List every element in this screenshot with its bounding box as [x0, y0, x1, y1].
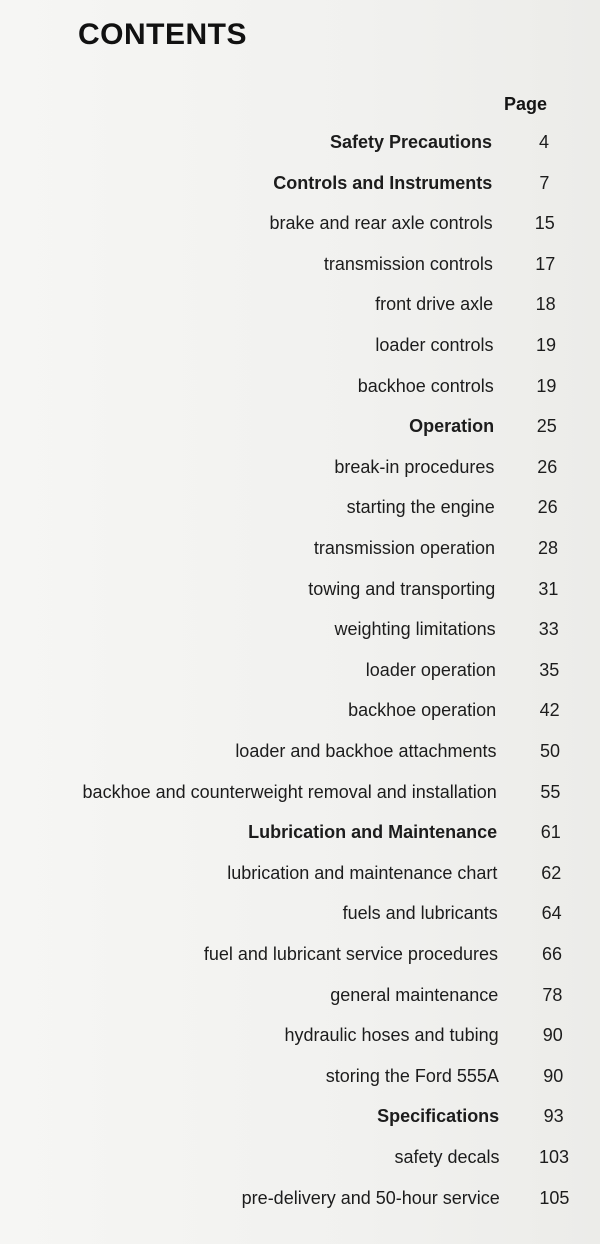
toc-page-number: 19	[535, 335, 557, 355]
toc-page-number: 26	[537, 497, 558, 518]
toc-entry-label: safety decals	[394, 1147, 500, 1167]
toc-page-number: 26	[537, 456, 558, 477]
toc-page-number: 7	[539, 172, 550, 193]
toc-page-number: 25	[536, 416, 557, 437]
toc-entry	[0, 538, 600, 566]
toc-entry	[0, 1147, 600, 1175]
toc-page-number: 90	[543, 1065, 564, 1086]
toc-entry	[0, 335, 600, 363]
page-title: CONTENTS	[78, 18, 247, 51]
toc-page-number: 31	[538, 578, 559, 599]
toc-entry-label: towing and transporting	[308, 578, 496, 599]
page-column-header: Page	[503, 94, 547, 114]
toc-entry	[0, 863, 600, 891]
toc-entry-label: loader and backhoe attachments	[235, 741, 497, 761]
toc-entry-label: loader operation	[365, 659, 496, 680]
toc-entry-label: lubrication and maintenance chart	[227, 862, 498, 883]
toc-entry	[0, 132, 600, 160]
toc-page-number: 90	[542, 1025, 563, 1046]
toc-entry-label: backhoe controls	[357, 375, 494, 396]
toc-entry	[0, 1188, 600, 1216]
toc-entry	[0, 700, 600, 728]
toc-entry-label: general maintenance	[330, 984, 499, 1005]
toc-entry	[0, 497, 600, 525]
toc-page-number: 78	[542, 984, 563, 1005]
toc-entry	[0, 416, 600, 444]
toc-entry-label: brake and rear axle controls	[269, 213, 493, 234]
toc-page-number: 15	[534, 213, 555, 234]
toc-entry	[0, 944, 600, 972]
toc-entry	[0, 579, 600, 607]
toc-entry	[0, 822, 600, 850]
toc-entry-label: backhoe and counterweight removal and installation	[82, 781, 497, 802]
toc-entry-label: front drive axle	[375, 294, 494, 315]
toc-entry	[0, 1066, 600, 1094]
toc-entry-label: transmission controls	[323, 253, 493, 274]
toc-entry	[0, 903, 600, 931]
toc-page-number: 28	[537, 538, 559, 558]
toc-entry	[0, 1106, 600, 1134]
toc-entry-label: break-in procedures	[334, 456, 495, 477]
toc-page-number: 17	[535, 253, 556, 274]
toc-page-number: 35	[539, 659, 560, 680]
toc-entry-label: loader controls	[375, 335, 494, 355]
toc-entry-label: hydraulic hoses and tubing	[284, 1025, 499, 1046]
toc-entry-label: weighting limitations	[334, 619, 496, 640]
toc-entry-label: fuels and lubricants	[342, 903, 498, 924]
toc-page-number: 42	[539, 700, 560, 721]
toc-entry	[0, 619, 600, 647]
toc-entry	[0, 173, 600, 201]
toc-entry	[0, 741, 600, 769]
toc-page-number: 50	[539, 741, 561, 761]
toc-entry	[0, 213, 600, 241]
toc-entry	[0, 294, 600, 322]
toc-entry-label: backhoe operation	[348, 700, 497, 721]
toc-page-number: 103	[538, 1147, 570, 1167]
toc-page-number: 61	[540, 822, 561, 843]
toc-section-title: Lubrication and Maintenance	[248, 822, 498, 843]
toc-entry-label: starting the engine	[346, 497, 495, 518]
toc-page-number: 33	[538, 619, 559, 640]
toc-page-number: 105	[539, 1187, 570, 1208]
toc-page-number: 55	[540, 781, 561, 802]
toc-entry	[0, 782, 600, 810]
toc-entry	[0, 376, 600, 404]
toc-entry-label: pre-delivery and 50-hour service	[241, 1187, 500, 1208]
toc-entry	[0, 457, 600, 485]
toc-page-number: 4	[538, 132, 549, 152]
toc-page-number: 62	[541, 862, 562, 883]
toc-entry	[0, 985, 600, 1013]
toc-entry-label: fuel and lubricant service procedures	[203, 944, 498, 964]
toc-page-number: 66	[541, 944, 563, 964]
toc-page-number: 64	[541, 903, 562, 924]
toc-section-title: Specifications	[377, 1106, 500, 1127]
toc-page-number: 93	[543, 1106, 564, 1127]
toc-section-title: Controls and Instruments	[273, 172, 493, 193]
toc-entry	[0, 660, 600, 688]
toc-section-title: Safety Precautions	[329, 132, 492, 152]
toc-page-number: 19	[536, 375, 557, 396]
toc-section-title: Operation	[409, 416, 495, 437]
toc-entry-label: transmission operation	[313, 538, 495, 558]
toc-entry	[0, 1025, 600, 1053]
toc-entry-label: storing the Ford 555A	[325, 1065, 499, 1086]
toc-page-number: 18	[535, 294, 556, 315]
toc-entry	[0, 254, 600, 282]
